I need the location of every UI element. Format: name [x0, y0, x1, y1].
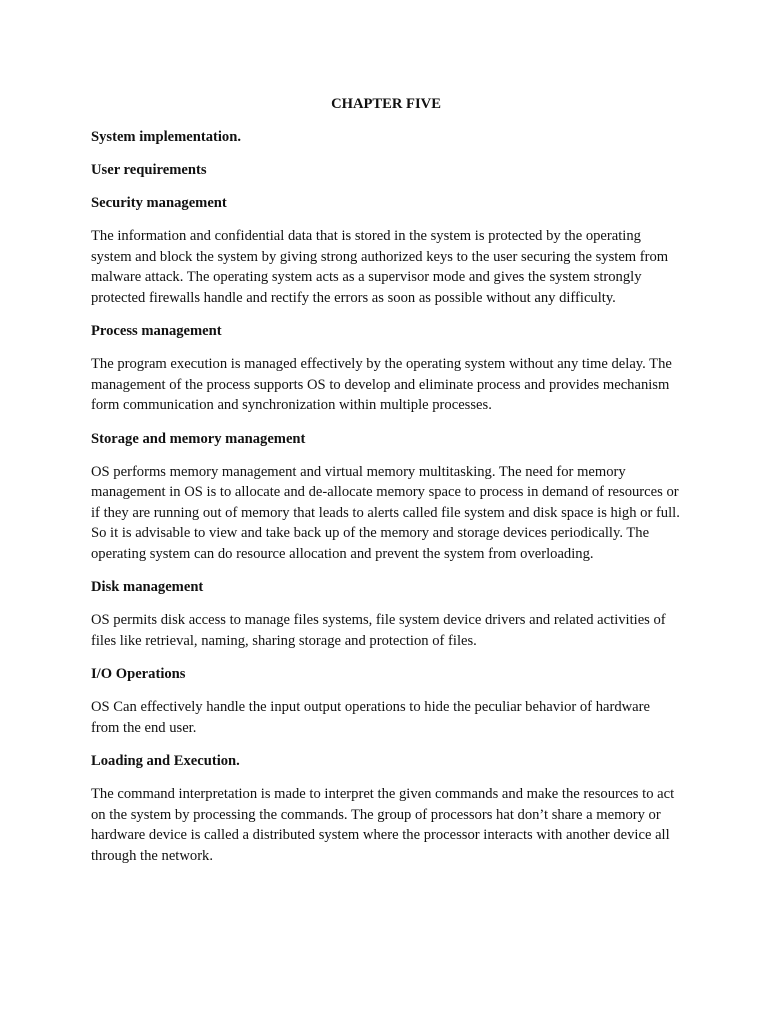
heading-io-operations: I/O Operations [91, 666, 186, 682]
paragraph-loading-execution: The command interpretation is made to interpret the given commands and make the resources to act on the system by processing the commands. The group of processors hat don’t share a memory or hardware device is called a distributed system where the processor interacts with another device all through the network. [91, 786, 675, 864]
paragraph-storage-memory-management: OS performs memory management and virtual memory multitasking. The need for memory management in OS is to allocate and de-allocate memory space to process in demand of resources or if they are running out of memory that leads to alerts called file system and disk space is high or full. So it is advisable to view and take back up of the memory and storage devices periodically. The operating system can do resource allocation and prevent the system from overloading. [91, 463, 680, 562]
heading-process-management: Process management [91, 323, 222, 339]
heading-disk-management: Disk management [91, 579, 204, 595]
subsection-title: User requirements [91, 162, 207, 178]
heading-security-management: Security management [91, 195, 227, 211]
chapter-title: CHAPTER FIVE [331, 96, 441, 112]
document-page [91, 94, 681, 879]
paragraph-security-management: The information and confidential data that is stored in the system is protected by the operating system and block the system by giving strong authorized keys to the user securing the system from malware attack. The operating system acts as a supervisor mode and gives the system strongly protected firewalls handle and rectify the errors as soon as possible without any difficulty. [91, 228, 669, 306]
paragraph-disk-management: OS permits disk access to manage files systems, file system device drivers and related activities of files like retrieval, naming, sharing storage and protection of files. [91, 612, 666, 649]
paragraph-io-operations: OS Can effectively handle the input output operations to hide the peculiar behavior of hardware from the end user. [91, 699, 650, 736]
paragraph-process-management: The program execution is managed effectively by the operating system without any time delay. The management of the process supports OS to develop and eliminate process and provides mechanism form communication and synchronization within multiple processes. [91, 356, 672, 413]
section-title: System implementation. [91, 129, 241, 145]
heading-storage-memory-management: Storage and memory management [91, 430, 306, 447]
heading-loading-execution: Loading and Execution. [91, 753, 240, 769]
